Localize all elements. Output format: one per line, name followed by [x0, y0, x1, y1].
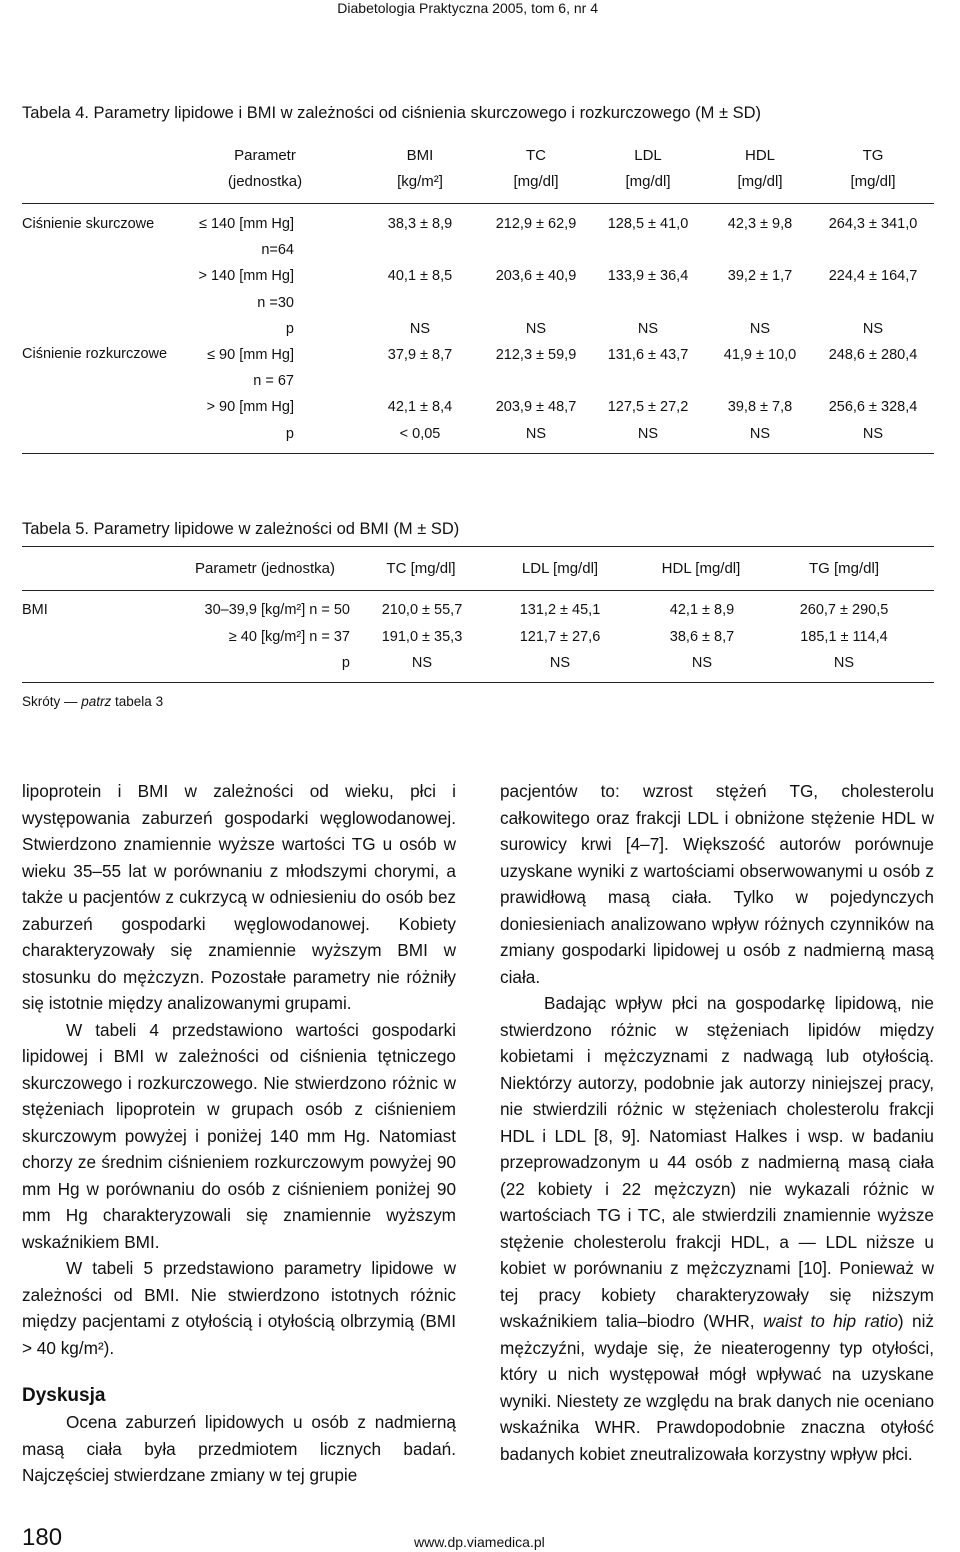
table-cell: NS	[691, 655, 713, 671]
table-cell: NS	[409, 320, 431, 337]
table-5-bottom-rule	[22, 682, 934, 683]
table-5-footnote	[22, 694, 163, 709]
table-cell: 131,2 ± 45,1	[519, 602, 601, 618]
table-cell: 256,6 ± 328,4	[828, 399, 918, 416]
paragraph: Ocena zaburzeń lipidowych u osób z nadmierną masą ciała była przedmiotem licznych badań. Najczęściej stwierdzane zmiany w tej grupie	[22, 1412, 456, 1485]
table-cell: 39,2 ± 1,7	[727, 268, 793, 285]
footnote-italic: patrz	[81, 694, 112, 709]
paragraph	[500, 990, 934, 1467]
table-cell: NS	[862, 320, 884, 337]
table-cell: 203,9 ± 48,7	[495, 399, 577, 416]
paragraph-text: Badając wpływ płci na gospodarkę lipidową, nie stwierdzono różnic w stężeniach lipidów między kobietami i mężczyznami z nadwagą lub otyłością. Niektórzy autorzy, podobnie jak autorzy niniejszej pracy, nie stwierdzili różnic w stężeniach cholesterolu frakcji HDL i LDL [8, 9]. Natomiast Halkes i wsp. w badaniu przeprowadzonym u 44 osób z nadmierną masą ciała (22 kobiety i 22 mężczyzn) nie wykazali różnic w wartościach TG i TC, ale stwierdzili znamiennie wyższe stężenie cholesterolu frakcji HDL, a — LDL niższe u kobiet w porównaniu z mężczyznami [10]. Ponieważ w tej pracy kobiety charakteryzowały się niższym wskaźnikiem talia–biodro (WHR,	[500, 993, 934, 1331]
table-cell: 203,6 ± 40,9	[495, 268, 577, 285]
paragraph: lipoprotein i BMI w zależności od wieku, płci i występowania zaburzeń gospodarki węglowodanowej. Stwierdzono znamiennie wyższe wartości TG u osób w wieku 35–55 lat w porównaniu z młodszymi chorymi, a także u pacjentów z cukrzycą w odniesieniu do osób bez zaburzeń gospodarki węglowodanowej. Kobiety charakteryzowały się znamiennie wyższym BMI w stosunku do mężczyzn. Pozostałe parametry nie różniły się istotnie między analizowanymi grupami.	[22, 781, 456, 1013]
table-cell: 224,4 ± 164,7	[828, 268, 918, 285]
table-cell: NS	[411, 655, 433, 671]
col-unit: [mg/dl]	[850, 173, 896, 190]
table-cell: 42,1 ± 8,4	[387, 399, 453, 416]
col-name: TG	[862, 147, 884, 164]
left-text-column	[22, 778, 456, 1489]
table-cell: 42,3 ± 9,8	[727, 216, 793, 232]
paragraph: W tabeli 5 przedstawiono parametry lipidowe w zależności od BMI. Nie stwierdzono istotnych różnic między pacjentami z otyłością i otyłością olbrzymią (BMI > 40 kg/m²).	[22, 1258, 456, 1358]
table-cell: 191,0 ± 35,3	[381, 628, 463, 645]
col-name: HDL	[744, 147, 775, 164]
table-5-top-rule	[22, 546, 934, 547]
table-cell: < 0,05	[399, 425, 441, 442]
table-cell: 38,6 ± 8,7	[669, 628, 735, 645]
table-cell: 185,1 ± 114,4	[800, 628, 888, 645]
row-label: n = 67	[253, 373, 294, 390]
table-5-header-hdl: HDL [mg/dl]	[661, 560, 741, 577]
param-header-line2: (jednostka)	[227, 173, 303, 190]
group-label-diastolic: Ciśnienie rozkurczowe	[22, 346, 168, 362]
col-unit: [mg/dl]	[737, 173, 783, 190]
journal-header: Diabetologia Praktyczna 2005, tom 6, nr 4	[337, 0, 598, 16]
table-5-header-tg: TG [mg/dl]	[808, 560, 879, 577]
table-5-caption: Tabela 5. Parametry lipidowe w zależności od BMI (M ± SD)	[22, 520, 460, 538]
row-label: p	[341, 655, 350, 671]
row-label: p	[285, 425, 294, 442]
table-4-col-ldl	[596, 143, 700, 195]
col-name: LDL	[634, 147, 662, 164]
table-cell: 133,9 ± 36,4	[607, 268, 689, 285]
table-cell: 212,3 ± 59,9	[495, 347, 577, 363]
footnote-suffix: tabela 3	[111, 694, 164, 709]
table-cell: NS	[525, 425, 547, 442]
table-cell: NS	[749, 425, 771, 442]
row-label: p	[285, 320, 294, 337]
row-label: > 140 [mm Hg]	[198, 268, 294, 285]
table-5-header-tc: TC [mg/dl]	[386, 560, 456, 577]
table-cell: NS	[525, 320, 547, 337]
table-cell: 131,6 ± 43,7	[607, 347, 689, 363]
col-unit: [kg/m²]	[397, 173, 443, 190]
table-cell: NS	[862, 425, 884, 442]
table-4-col-tg	[818, 143, 928, 195]
row-label: n =30	[257, 294, 294, 311]
table-4-caption: Tabela 4. Parametry lipidowe i BMI w zależności od ciśnienia skurczowego i rozkurczowego (M ± SD)	[22, 104, 762, 122]
table-cell: NS	[833, 655, 855, 671]
table-4-bottom-rule	[22, 453, 934, 454]
paragraph-text: ) niż mężczyźni, wydaje się, że nieaterogenny typ otyłości, który u nich występował mógł wpływać na uzyskane wyniki. Niestety ze względu na brak danych nie oceniano wskaźnika WHR. Prawdopodobnie znaczna otyłość badanych kobiet zneutralizowała korzystny wpływ płci.	[500, 1311, 934, 1464]
table-cell: 37,9 ± 8,7	[387, 347, 453, 363]
table-4-col-tc	[484, 143, 588, 195]
table-4-col-bmi	[370, 143, 470, 195]
col-name: TC	[526, 147, 546, 164]
table-cell: 248,6 ± 280,4	[828, 347, 918, 363]
table-5-header-ldl: LDL [mg/dl]	[521, 560, 599, 577]
table-cell: 128,5 ± 41,0	[607, 216, 689, 232]
row-label: ≤ 90 [mm Hg]	[207, 347, 294, 363]
table-cell: 39,8 ± 7,8	[727, 399, 793, 416]
table-cell: 264,3 ± 341,0	[828, 216, 918, 232]
group-label-systolic: Ciśnienie skurczowe	[22, 216, 155, 232]
row-label: ≥ 40 [kg/m²] n = 37	[228, 628, 350, 645]
right-text-column	[500, 778, 934, 1467]
table-cell: NS	[637, 320, 659, 337]
col-name: BMI	[406, 147, 434, 164]
website-link[interactable]: www.dp.viamedica.pl	[414, 1534, 545, 1550]
table-cell: NS	[749, 320, 771, 337]
section-heading: Dyskusja	[22, 1385, 106, 1406]
footnote-prefix: Skróty —	[22, 694, 82, 709]
row-label: 30–39,9 [kg/m²] n = 50	[204, 602, 350, 618]
table-cell: NS	[549, 655, 571, 671]
col-unit: [mg/dl]	[513, 173, 559, 190]
col-unit: [mg/dl]	[625, 173, 671, 190]
table-cell: 40,1 ± 8,5	[387, 268, 453, 285]
paragraph-italic: waist to hip ratio	[762, 1311, 898, 1331]
row-label: > 90 [mm Hg]	[206, 399, 294, 416]
table-cell: 210,0 ± 55,7	[381, 602, 463, 618]
group-label-bmi: BMI	[22, 602, 48, 618]
table-5-header-rule	[22, 590, 934, 591]
table-cell: 127,5 ± 27,2	[607, 399, 689, 416]
table-4-col-hdl	[708, 143, 812, 195]
row-label: n=64	[261, 242, 294, 259]
param-header-line1: Parametr	[234, 147, 296, 164]
table-4-header-rule	[22, 203, 934, 204]
table-cell: 38,3 ± 8,9	[387, 216, 453, 232]
paragraph: W tabeli 4 przedstawiono wartości gospodarki lipidowej i BMI w zależności od ciśnienia tętniczego skurczowego i rozkurczowego. Nie stwierdzono różnic w stężeniach lipoprotein w grupach osób z ciśnieniem skurczowym powyżej i poniżej 140 mm Hg. Natomiast chorzy ze średnim ciśnieniem rozkurczowym powyżej 90 mm Hg w porównaniu do osób z ciśnieniem poniżej 90 mm Hg charakteryzowali się znamiennie wyższym wskaźnikiem BMI.	[22, 1019, 456, 1252]
table-5-header-param: Parametr (jednostka)	[194, 560, 336, 577]
page-number: 180	[22, 1524, 63, 1551]
row-label: ≤ 140 [mm Hg]	[199, 216, 294, 232]
table-cell: 121,7 ± 27,6	[519, 628, 601, 645]
table-4-param-header	[200, 143, 330, 195]
table-cell: 42,1 ± 8,9	[669, 602, 735, 618]
table-cell: 212,9 ± 62,9	[495, 216, 577, 232]
table-cell: NS	[637, 425, 659, 442]
table-cell: 260,7 ± 290,5	[799, 602, 889, 618]
paragraph: pacjentów to: wzrost stężeń TG, cholesterolu całkowitego oraz frakcji LDL i obniżone stężenie HDL w surowicy krwi [4–7]. Większość autorów porównuje uzyskane wyniki z wartościami obserwowanymi u osób z prawidłową masą ciała. Tylko w pojedynczych doniesieniach analizowano wpływ różnych czynników na zmiany gospodarki lipidowej u osób z nadmierną masą ciała.	[500, 781, 934, 987]
table-cell: 41,9 ± 10,0	[723, 347, 797, 363]
